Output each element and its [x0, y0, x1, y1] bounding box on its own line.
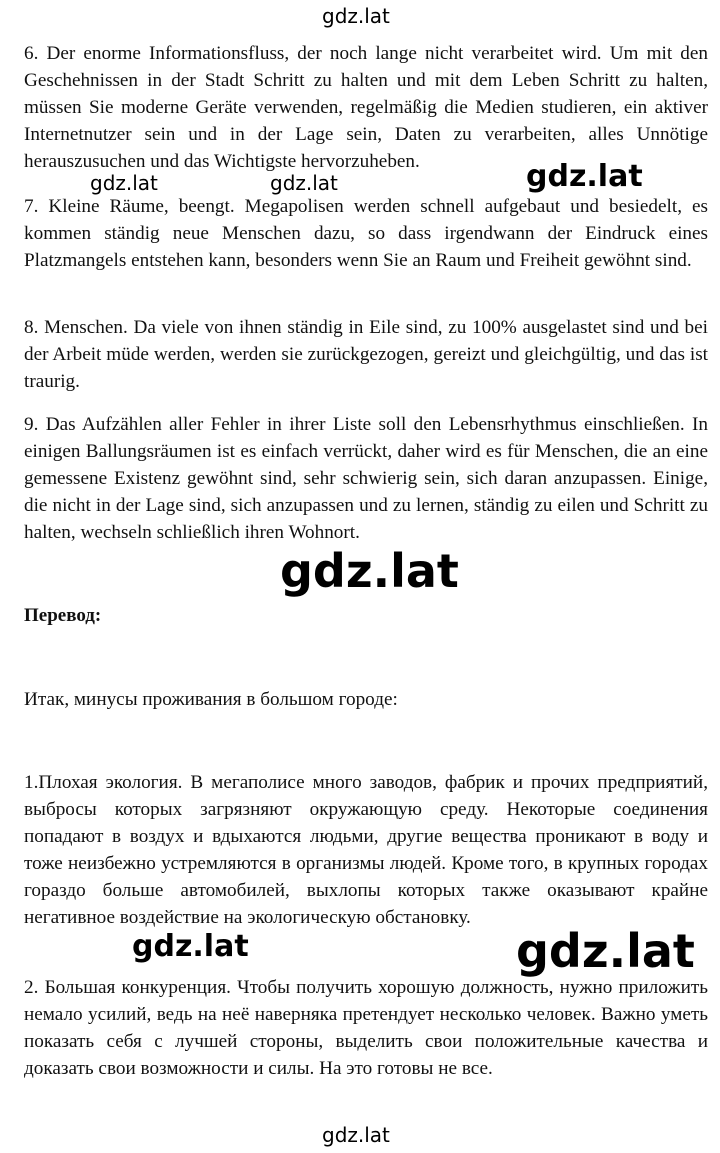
watermark-small-center: gdz.lat — [270, 171, 338, 195]
intro-ru: Итак, минусы проживания в большом городе: — [24, 689, 398, 710]
paragraph-de-8: 8. Menschen. Da viele von ihnen ständig in Eile sind, zu 100% ausgelastet sind und bei der Arbeit müde werden, werden sie zurückgezogen, gereizt und gleichgültig, und das ist traurig. — [24, 317, 708, 392]
paragraph-ru-2: 2. Большая конкуренция. Чтобы получить хорошую должность, нужно приложить немало усилий, ведь на неё наверняка претендует несколько человек. Важно уметь показать себя с лучшей стороны, выделить свои положительные качества и доказать свои возможности и силы. На это готовы не все. — [24, 977, 708, 1079]
watermark-big-right: gdz.lat — [512, 928, 699, 974]
paragraph-de-6: 6. Der enorme Informationsfluss, der noch lange nicht verarbeitet wird. Um mit den Geschehnissen in der Stadt Schritt zu halten und mit dem Leben Schritt zu halten, müssen Sie moderne Geräte verwenden, regelmäßig die Medien studieren, ein aktiver Internetnutzer sein und in der Lage sein, Daten zu verarbeiten, alles Unnötige herauszusuchen und das Wichtigste hervorzuheben. — [24, 43, 708, 172]
watermark-top: gdz.lat — [322, 4, 390, 28]
paragraph-de-9: 9. Das Aufzählen aller Fehler in ihrer Liste soll den Lebensrhythmus einschließen. In einigen Ballungsräumen ist es einfach verrückt, daher wird es für Menschen, die an eine gemessene Existenz gewöhnt sind, sehr schwierig sein, sich daran anzupassen. Einige, die nicht in der Lage sind, sich anzupassen und zu lernen, ständig zu eilen und Schritt zu halten, wechseln schließlich ihren Wohnort. — [24, 414, 708, 543]
paragraph-ru-1: 1.Плохая экология. В мегаполисе много заводов, фабрик и прочих предприятий, выбросы которых загрязняют окружающую среду. Некоторые соединения попадают в воздух и вдыхаются людьми, другие вещества проникают в воду и тоже неизбежно устремляются в организмы людей. Кроме того, в крупных городах гораздо больше автомобилей, выхлопы которых также оказывают крайне негативное воздействие на экологическую обстановку. — [24, 772, 708, 928]
paragraph-de-7: 7. Kleine Räume, beengt. Megapolisen werden schnell aufgebaut und besiedelt, es kommen ständig neue Menschen dazu, so dass irgendwann der Eindruck eines Platzmangels entstehen kann, besonders wenn Sie an Raum und Freiheit gewöhnt sind. — [24, 196, 708, 271]
translation-heading: Перевод: — [24, 605, 102, 626]
watermark-bottom: gdz.lat — [322, 1123, 390, 1147]
watermark-mid-right: gdz.lat — [522, 162, 647, 192]
watermark-big-center: gdz.lat — [276, 548, 463, 594]
watermark-mid-left: gdz.lat — [128, 932, 253, 962]
watermark-small-left: gdz.lat — [90, 171, 158, 195]
